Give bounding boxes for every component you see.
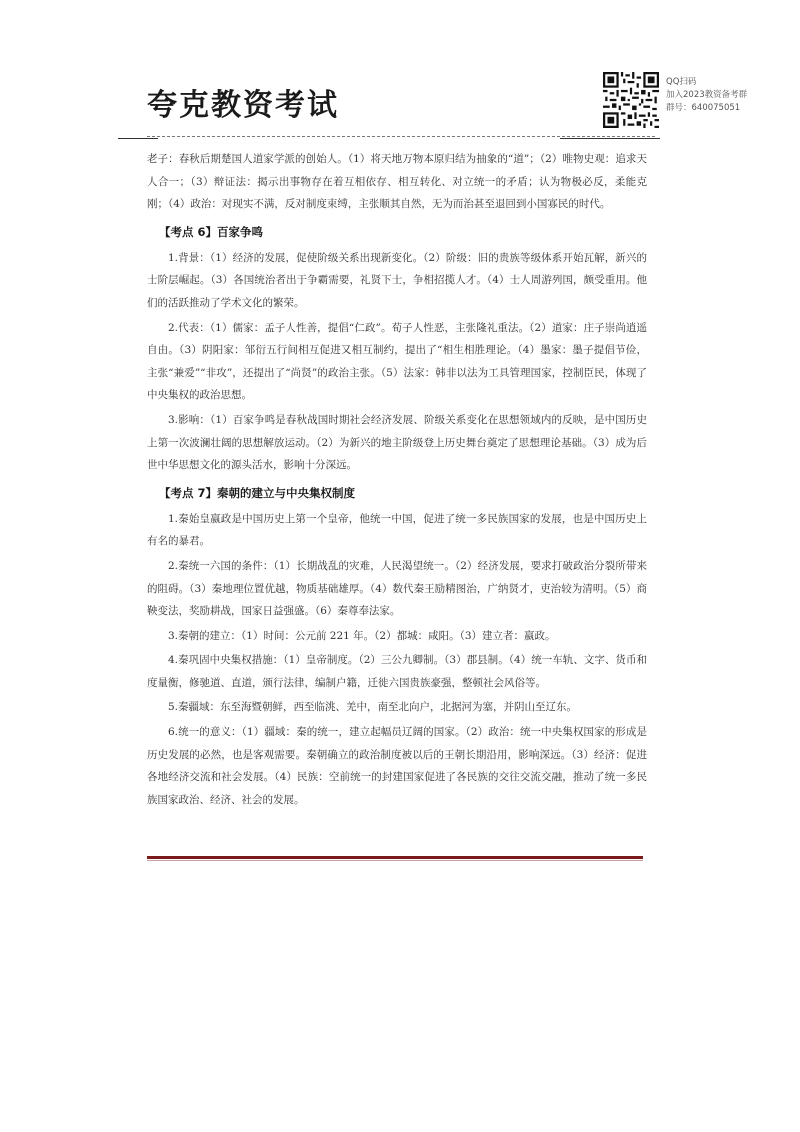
header-rule-right — [560, 138, 660, 139]
qr-caption-line-2: 加入2023教资备考群 — [666, 90, 748, 100]
brand-title: 夸克教资考试 — [147, 88, 339, 123]
qr-caption-line-1: QQ扫码 — [666, 77, 697, 87]
section-heading-6: 【考点 6】百家争鸣 — [159, 224, 264, 239]
header-rule-left — [118, 138, 158, 139]
paragraph-background: 1.背景：（1）经济的发展，促使阶级关系出现新变化。（2）阶级：旧的贵族等级体系开始瓦解，新兴的士阶层崛起。（3）各国统治者出于争霸需要，礼贤下士，争相招揽人才。（4）士人周游列国，颇受重用。他们的活跃推动了学术文化的繁荣。 — [147, 251, 647, 309]
paragraph-qin-founding: 3.秦朝的建立：（1）时间：公元前 221 年。（2）都城：咸阳。（3）建立者：嬴政。 — [168, 629, 556, 642]
paragraph-representatives: 2.代表：（1）儒家：孟子人性善，提倡“仁政”。荀子人性恶，主张隆礼重法。（2）道家：庄子崇尚逍遥自由。（3）阴阳家：邹衍五行间相互促进又相互制约，提出了“相生相胜理论。（4）墨家：墨子提倡节俭，主张“兼爱”“非攻”，还提出了“尚贤”的政治主张。（5）法家：韩非以法为工具管理国家，控制臣民，体现了中央集权的政治思想。 — [147, 321, 647, 402]
paragraph-qin-shihuang: 1.秦始皇嬴政是中国历史上第一个皇帝，他统一中国，促进了统一多民族国家的发展，也是中国历史上有名的暴君。 — [147, 512, 647, 548]
header-dashed-rule — [147, 136, 655, 137]
qr-caption — [666, 76, 747, 115]
paragraph-influence: 3.影响：（1）百家争鸣是春秋战国时期社会经济发展、阶级关系变化在思想领域内的反映，是中国历史上第一次波澜壮阔的思想解放运动。（2）为新兴的地主阶级登上历史舞台奠定了思想理论基础。（3）成为后世中华思想文化的源头活水，影响十分深远。 — [147, 413, 647, 472]
qr-code-icon — [603, 72, 659, 128]
paragraph-centralization-measures: 4.秦巩固中央集权措施：（1）皇帝制度。（2）三公九卿制。（3）郡县制。（4）统一车轨、文字、货币和度量衡，修驰道、直道，颁行法律，编制户籍，迁徙六国贵族豪强，整顿社会风俗等。 — [147, 654, 647, 689]
section-heading-7: 【考点 7】秦朝的建立与中央集权制度 — [159, 485, 356, 500]
document-body — [147, 148, 647, 813]
qr-caption-line-3: 群号：640075051 — [666, 103, 741, 113]
paragraph-territory: 5.秦疆域：东至海暨朝鲜，西至临洮、羌中，南至北向户，北据河为塞，并阴山至辽东。 — [168, 701, 578, 714]
footer-rule-thin — [147, 860, 643, 861]
paragraph-unification-conditions: 2.秦统一六国的条件：（1）长期战乱的灾难，人民渴望统一。（2）经济发展，要求打破政治分裂所带来的阻碍。（3）秦地理位置优越，物质基础雄厚。（4）数代秦王励精图治，广纳贤才，吏治较为清明。（5）商鞅变法，奖励耕战，国家日益强盛。（6）秦尊奉法家。 — [147, 559, 647, 618]
paragraph-laozi: 老子：春秋后期楚国人道家学派的创始人。（1）将天地万物本原归结为抽象的“道”；（2）唯物史观：追求天人合一；（3）辩证法：揭示出事物存在着互相依存、相互转化、对立统一的矛盾；认为物极必反，柔能克刚；（4）政治：对现实不满，反对制度束缚，主张顺其自然，无为而治甚至退回到小国寡民的时代。 — [147, 153, 647, 211]
footer-rule — [147, 856, 643, 859]
paragraph-significance: 6.统一的意义：（1）疆域：秦的统一，建立起幅员辽阔的国家。（2）政治：统一中央集权国家的形成是历史发展的必然，也是客观需要。秦朝确立的政治制度被以后的王朝长期沿用，影响深远。（3）经济：促进各地经济交流和社会发展。（4）民族：空前统一的封建国家促进了各民族的交往交流交融，推动了统一多民族国家政治、经济、社会的发展。 — [147, 726, 647, 806]
